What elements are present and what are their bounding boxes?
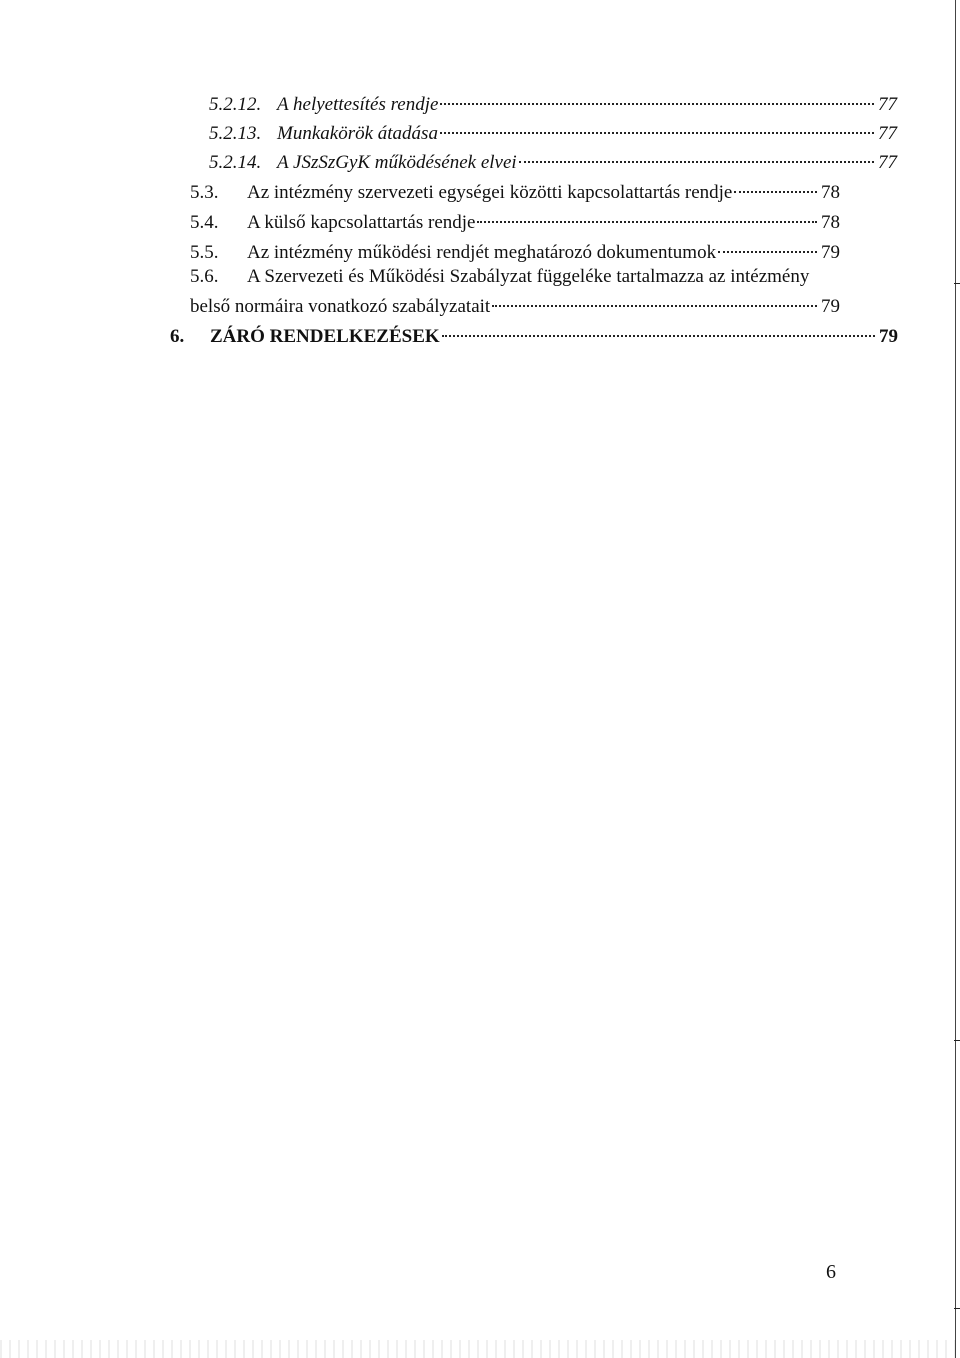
dot-leader — [477, 206, 817, 228]
page-number: 6 — [826, 1261, 836, 1283]
toc-entry[interactable] — [209, 117, 897, 145]
toc-entry-title: Az intézmény működési rendjét meghatározó dokumentumok — [247, 242, 717, 263]
edge-mark — [954, 283, 960, 284]
toc-entry[interactable] — [190, 290, 840, 318]
dot-leader — [734, 176, 817, 198]
dot-leader — [440, 117, 874, 139]
edge-mark — [954, 1308, 960, 1309]
toc-entry[interactable] — [209, 88, 897, 116]
toc-entry-number: 5.5. — [190, 242, 219, 263]
toc-entry-number: 5.2.12. — [209, 94, 262, 115]
toc-entry-number: 5.6. — [190, 266, 219, 287]
toc-entry-page: 77 — [878, 123, 897, 144]
toc-entry-title: ZÁRÓ RENDELKEZÉSEK — [210, 326, 440, 347]
toc-entry-page: 77 — [878, 152, 897, 173]
page-edge — [955, 0, 956, 1358]
toc-entry-number: 5.4. — [190, 212, 219, 233]
edge-mark — [954, 1040, 960, 1041]
toc-entry-page: 79 — [821, 242, 840, 263]
dot-leader — [519, 146, 874, 168]
toc-entry[interactable] — [190, 206, 840, 234]
toc-entry-page: 79 — [821, 296, 840, 317]
toc-entry-title: Munkakörök átadása — [277, 123, 438, 144]
toc-entry-number: 5.2.13. — [209, 123, 262, 144]
toc-entry[interactable] — [190, 236, 840, 264]
toc-entry-number: 5.2.14. — [209, 152, 262, 173]
toc-entry-title: A külső kapcsolattartás rendje — [247, 212, 476, 233]
toc-entry-number: 5.3. — [190, 182, 219, 203]
toc-entry-number: 6. — [170, 326, 185, 347]
toc-entry-title-continued: belső normáira vonatkozó szabályzatait — [190, 296, 491, 317]
toc-entry-page: 78 — [821, 182, 840, 203]
toc-entry[interactable] — [190, 176, 840, 204]
toc-entry-wrapped-first-line[interactable] — [190, 266, 809, 288]
toc-entry[interactable] — [170, 320, 898, 348]
toc-entry-title: Az intézmény szervezeti egységei közötti kapcsolattartás rendje — [247, 182, 733, 203]
toc-entry-title: A JSzSzGyK működésének elvei — [277, 152, 517, 173]
toc-entry-title: A Szervezeti és Működési Szabályzat függeléke tartalmazza az intézmény — [247, 266, 810, 287]
toc-entry-page: 79 — [879, 326, 898, 347]
scan-bottom-edge — [0, 1340, 960, 1358]
toc-entry[interactable] — [209, 146, 897, 174]
toc-entry-page: 78 — [821, 212, 840, 233]
toc-entry-page: 77 — [878, 94, 897, 115]
dot-leader — [492, 290, 817, 312]
dot-leader — [718, 236, 817, 258]
dot-leader — [440, 88, 874, 110]
dot-leader — [442, 320, 875, 342]
toc-entry-title: A helyettesítés rendje — [277, 94, 439, 115]
